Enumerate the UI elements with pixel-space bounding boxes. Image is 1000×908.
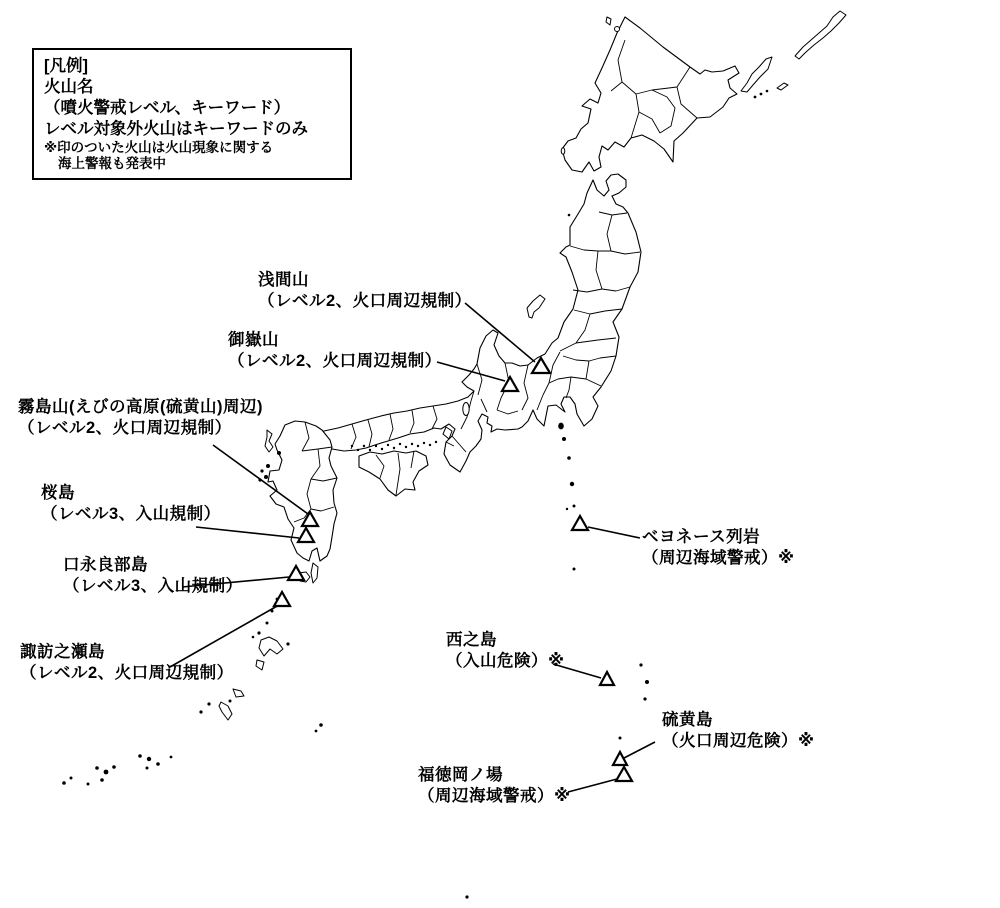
marker-bayonnaise — [572, 516, 588, 530]
leader-asama — [465, 303, 535, 362]
legend-line-name: 火山名 — [44, 78, 94, 96]
leader-ioto — [624, 742, 655, 758]
leader-bayonnaise — [588, 527, 640, 538]
shikoku-outline — [359, 451, 428, 496]
volcano-status: （火口周辺危険）※ — [662, 732, 815, 750]
legend-note1: ※印のついた火山は火山現象に関する — [44, 140, 274, 155]
leader-fukutoku — [568, 779, 617, 792]
label-nishinoshima — [446, 630, 565, 672]
volcano-name: 御嶽山 — [228, 331, 279, 349]
volcano-status: （レベル2、火口周辺規制） — [20, 664, 234, 682]
volcano-name: 霧島山(えびの高原(硫黄山)周辺) — [18, 398, 263, 416]
label-bayonnaise — [642, 527, 795, 569]
leader-sakurajima — [196, 527, 299, 538]
volcano-name: 口永良部島 — [63, 556, 148, 574]
volcano-status: （周辺海域警戒）※ — [642, 549, 795, 567]
label-suwanose — [20, 642, 234, 684]
volcano-name: 福徳岡ノ場 — [418, 766, 503, 784]
hokkaido-outline — [562, 17, 739, 172]
label-ontake — [228, 330, 442, 372]
volcano-name: 諏訪之瀬島 — [20, 643, 105, 661]
legend-note2: 海上警報も発表中 — [58, 156, 166, 171]
volcano-status: （入山危険）※ — [446, 652, 565, 670]
volcano-status: （レベル2、火口周辺規制） — [228, 352, 442, 370]
legend-box — [32, 48, 352, 180]
label-ioto — [662, 710, 815, 752]
legend-line-level: （噴火警戒レベル、キーワード） — [44, 99, 291, 117]
volcano-name: 硫黄島 — [662, 711, 713, 729]
label-sakurajima — [41, 483, 221, 525]
lake-biwa — [463, 403, 469, 416]
honshu-outline — [304, 174, 641, 472]
label-fukutoku — [418, 765, 571, 807]
volcano-name: 桜島 — [41, 484, 75, 502]
legend-title: [凡例] — [44, 57, 88, 75]
volcano-name: 西之島 — [446, 631, 497, 649]
marker-nishinoshima — [600, 672, 614, 685]
volcano-status: （レベル2、火口周辺規制） — [258, 292, 472, 310]
label-asama — [258, 270, 472, 312]
label-kuchinoerabu — [63, 555, 243, 597]
volcano-status: （レベル3、入山規制） — [63, 577, 243, 595]
marker-ioto — [613, 752, 627, 765]
label-kirishima — [18, 397, 263, 439]
marker-fukutoku — [616, 767, 632, 781]
volcano-name: 浅間山 — [258, 271, 309, 289]
volcano-status: （周辺海域警戒）※ — [418, 787, 571, 805]
volcano-name: ベヨネース列岩 — [642, 528, 761, 546]
volcano-status: （レベル2、火口周辺規制） — [18, 419, 232, 437]
volcano-status: （レベル3、入山規制） — [41, 505, 221, 523]
legend-line-nolevel: レベル対象外火山はキーワードのみ — [44, 120, 308, 138]
